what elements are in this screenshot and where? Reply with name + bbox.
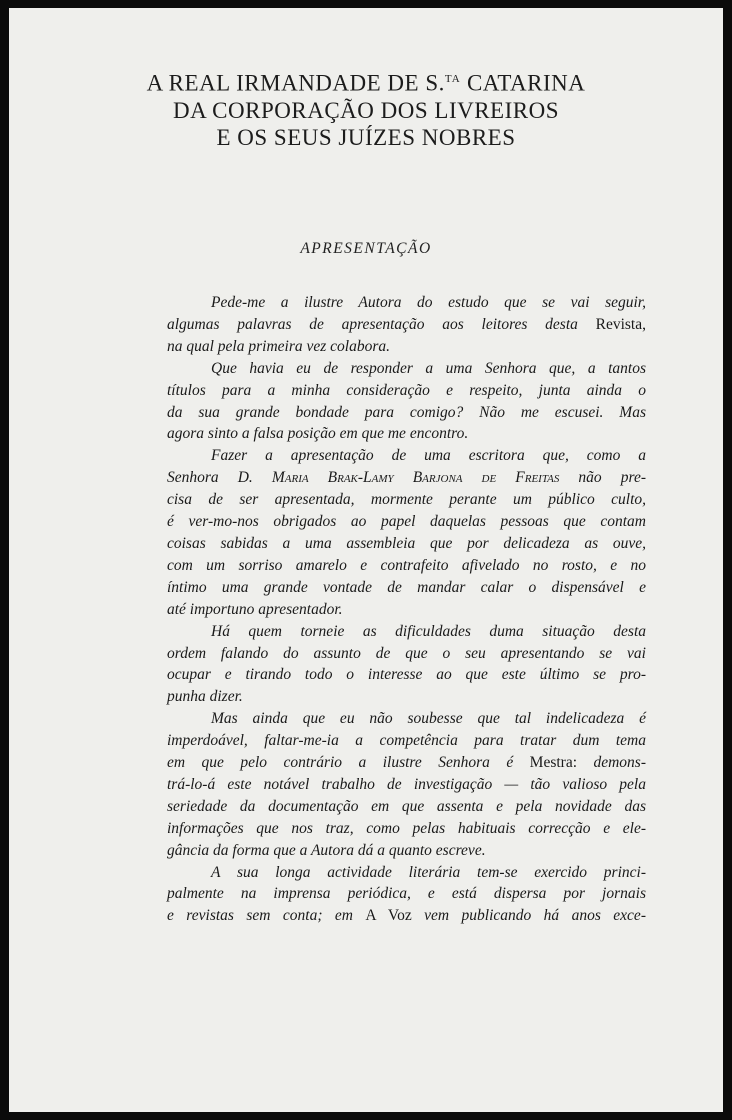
section-heading: APRESENTAÇÃO bbox=[300, 240, 432, 257]
text-line: na qual pela primeira vez colabora. bbox=[167, 337, 391, 355]
text-line: Fazer a apresentação de uma escritora que, como a bbox=[211, 447, 646, 465]
text-line: com um sorriso amarelo e contrafeito afivelado no rosto, e no bbox=[167, 556, 646, 574]
text-line: cisa de ser apresentada, mormente perante um público culto, bbox=[167, 491, 646, 509]
text-line: títulos para a minha consideração e respeito, junta ainda o bbox=[167, 381, 646, 399]
text-line: Que havia eu de responder a uma Senhora que, a tantos bbox=[211, 359, 646, 377]
document-page bbox=[9, 8, 723, 1112]
text-line: ordem falando do assunto de que o seu apresentando se vai bbox=[167, 644, 646, 662]
text-line: agora sinto a falsa posição em que me encontro. bbox=[167, 425, 469, 443]
text-line: imperdoável, faltar-me-ia a competência para tratar dum tema bbox=[167, 732, 646, 750]
text-line: Mas ainda que eu não soubesse que tal indelicadeza é bbox=[211, 710, 646, 728]
text-line: gância da forma que a Autora dá a quanto escreve. bbox=[167, 841, 486, 859]
text-line: é ver-mo-nos obrigados ao papel daquelas pessoas que contam bbox=[167, 513, 646, 531]
text-line: Senhora D. Maria Brak-Lamy Barjona de Freitas não pre- bbox=[167, 469, 646, 487]
text-line: seriedade da documentação em que assenta e pela novidade das bbox=[167, 797, 646, 815]
text-line: punha dizer. bbox=[167, 688, 243, 706]
text-line: coisas sabidas a uma assembleia que por delicadeza as ouve, bbox=[167, 534, 646, 552]
text-line: A sua longa actividade literária tem-se exercido princi- bbox=[211, 863, 646, 881]
title-line-3: E OS SEUS JUÍZES NOBRES bbox=[216, 124, 516, 150]
text-line: palmente na imprensa periódica, e está dispersa por jornais bbox=[167, 885, 646, 903]
body-text bbox=[167, 292, 646, 927]
text-line: Pede-me a ilustre Autora do estudo que se vai seguir, bbox=[211, 294, 646, 311]
text-line: Há quem torneie as dificuldades duma situação desta bbox=[211, 622, 646, 640]
title-line-2: DA CORPORAÇÃO DOS LIVREIROS bbox=[172, 97, 560, 123]
text-line: e revistas sem conta; em A Voz vem publicando há anos exce- bbox=[167, 907, 646, 925]
text-line: algumas palavras de apresentação aos leitores desta Revista, bbox=[167, 315, 646, 333]
text-line: em que pelo contrário a ilustre Senhora é Mestra: demons- bbox=[167, 754, 646, 772]
text-line: da sua grande bondade para comigo? Não me escusei. Mas bbox=[167, 403, 646, 421]
title-line-1: A REAL IRMANDADE DE S.$^{TA}$ CATARINA bbox=[146, 70, 586, 96]
text-line: ocupar e tirando todo o interesse ao que este último se pro- bbox=[167, 666, 646, 684]
text-line: até importuno apresentador. bbox=[167, 600, 343, 618]
document-title bbox=[9, 66, 723, 151]
text-line: trá-lo-á este notável trabalho de investigação — tão valioso pela bbox=[167, 775, 646, 793]
text-line: íntimo uma grande vontade de mandar calar o dispensável e bbox=[167, 578, 646, 596]
text-line: informações que nos traz, como pelas habituais correcção e ele- bbox=[167, 819, 646, 837]
